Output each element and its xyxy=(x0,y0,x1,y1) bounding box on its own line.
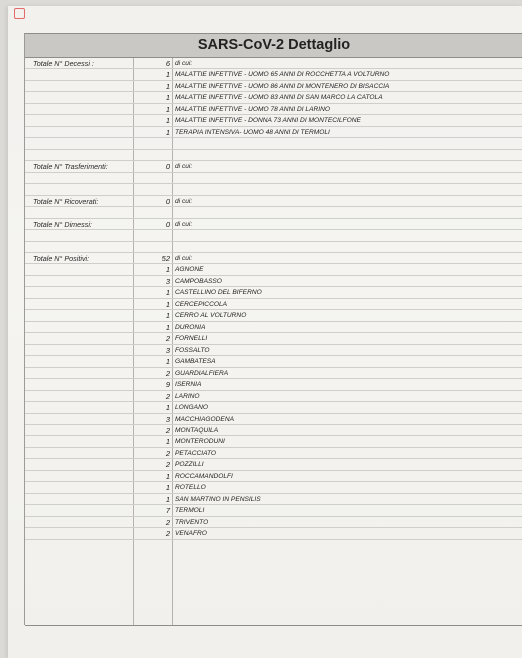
table-row xyxy=(25,505,522,516)
description-text: ISERNIA xyxy=(175,381,202,389)
empty-row xyxy=(25,242,522,253)
description-text: VENAFRO xyxy=(175,530,207,538)
description-text: FOSSALTO xyxy=(175,346,210,354)
count-value: 3 xyxy=(165,276,170,286)
description-text: di cui: xyxy=(175,220,193,228)
description-text: MALATTIE INFETTIVE - UOMO 83 ANNI DI SAN MARCO LA CATOLA xyxy=(175,94,383,102)
table-row xyxy=(25,494,522,505)
table-bottom-border xyxy=(25,625,522,626)
count-value: 1 xyxy=(165,93,170,103)
empty-row xyxy=(25,207,522,218)
count-value: 9 xyxy=(165,380,170,390)
count-value: 1 xyxy=(165,299,170,309)
count-value: 1 xyxy=(165,265,170,275)
table-row xyxy=(25,69,522,80)
table-row xyxy=(25,127,522,138)
description-text: CASTELLINO DEL BIFERNO xyxy=(175,289,262,297)
description-text: SAN MARTINO IN PENSILIS xyxy=(175,495,261,503)
table-row xyxy=(25,333,522,344)
table-row xyxy=(25,322,522,333)
description-text: AGNONE xyxy=(175,266,204,274)
section-row-trasferimenti xyxy=(25,161,522,172)
table-row xyxy=(25,471,522,482)
empty-row xyxy=(25,138,522,149)
description-text: GUARDIALFIERA xyxy=(175,369,229,377)
empty-row xyxy=(25,150,522,161)
description-text: CERCEPICCOLA xyxy=(175,300,228,308)
count-value: 1 xyxy=(165,127,170,137)
section-row-positivi xyxy=(25,253,522,264)
description-text: DURONIA xyxy=(175,323,206,331)
table-row xyxy=(25,310,522,321)
count-value: 2 xyxy=(165,368,170,378)
table-title: SARS-CoV-2 Dettaglio xyxy=(25,33,522,58)
description-text: CERRO AL VOLTURNO xyxy=(175,312,247,320)
description-text: ROCCAMANDOLFI xyxy=(175,472,233,480)
table-row xyxy=(25,402,522,413)
detail-table xyxy=(24,33,522,625)
count-value: 1 xyxy=(165,483,170,493)
table-row xyxy=(25,517,522,528)
table-row xyxy=(25,345,522,356)
section-label: Totale N° Decessi : xyxy=(33,59,94,68)
count-value: 1 xyxy=(165,70,170,80)
table-row xyxy=(25,299,522,310)
count-value: 2 xyxy=(165,448,170,458)
table-row xyxy=(25,104,522,115)
section-label: Totale N° Positivi: xyxy=(33,253,90,263)
table-row xyxy=(25,264,522,275)
description-text: LONGANO xyxy=(175,404,208,412)
count-value: 2 xyxy=(165,517,170,527)
empty-row xyxy=(25,173,522,184)
table-row xyxy=(25,436,522,447)
count-value: 52 xyxy=(161,253,170,263)
empty-row xyxy=(25,230,522,241)
description-text: ROTELLO xyxy=(175,484,206,492)
count-value: 1 xyxy=(165,322,170,332)
count-value: 0 xyxy=(165,196,170,206)
table-row xyxy=(25,276,522,287)
table-row xyxy=(25,92,522,103)
count-value: 1 xyxy=(165,437,170,447)
table-row xyxy=(25,287,522,298)
count-value: 1 xyxy=(165,494,170,504)
section-label: Totale N° Trasferimenti: xyxy=(33,162,108,172)
count-value: 1 xyxy=(165,403,170,413)
table-row xyxy=(25,528,522,539)
description-text: MONTAQUILA xyxy=(175,427,219,434)
empty-row xyxy=(25,184,522,195)
count-value: 0 xyxy=(165,219,170,229)
table-row xyxy=(25,368,522,379)
description-text: MALATTIE INFETTIVE - DONNA 73 ANNI DI MONTECILFONE xyxy=(175,117,361,125)
table-row xyxy=(25,356,522,367)
section-row-ricoverati xyxy=(25,196,522,207)
section-row-dimessi xyxy=(25,219,522,230)
count-value: 1 xyxy=(165,288,170,298)
description-text: POZZILLI xyxy=(175,461,204,469)
description-text: TRIVENTO xyxy=(175,518,209,526)
table-row xyxy=(25,425,522,436)
description-text: MACCHIAGODENA xyxy=(175,415,234,423)
count-value: 0 xyxy=(165,162,170,172)
count-value: 1 xyxy=(165,81,170,91)
description-text: di cui: xyxy=(175,163,193,171)
section-label: Totale N° Dimessi: xyxy=(33,219,92,229)
description-text: LARINO xyxy=(175,392,200,400)
description-text: FORNELLI xyxy=(175,335,208,343)
count-value: 2 xyxy=(165,460,170,470)
count-value: 3 xyxy=(165,414,170,424)
description-text: MALATTIE INFETTIVE - UOMO 86 ANNI DI MONTENERO DI BISACCIA xyxy=(175,82,390,90)
table-row xyxy=(25,482,522,493)
description-text: TERMOLI xyxy=(175,507,205,515)
count-value: 1 xyxy=(165,311,170,321)
count-value: 1 xyxy=(165,104,170,114)
count-value: 3 xyxy=(165,345,170,355)
description-text: di cui: xyxy=(175,254,193,262)
count-value: 2 xyxy=(165,426,170,435)
table-row xyxy=(25,448,522,459)
count-value: 2 xyxy=(165,391,170,401)
description-text: di cui: xyxy=(175,60,193,67)
table-body xyxy=(25,58,522,540)
count-value: 1 xyxy=(165,116,170,126)
section-label: Totale N° Ricoverati: xyxy=(33,196,99,206)
description-text: di cui: xyxy=(175,197,193,205)
table-row xyxy=(25,81,522,92)
description-text: CAMPOBASSO xyxy=(175,277,222,285)
count-value: 7 xyxy=(165,506,170,516)
table-row xyxy=(25,414,522,425)
table-row xyxy=(25,459,522,470)
description-text: PETACCIATO xyxy=(175,449,217,457)
description-text: MALATTIE INFETTIVE - UOMO 78 ANNI DI LARINO xyxy=(175,105,330,113)
count-value: 6 xyxy=(165,59,170,68)
description-text: GAMBATESA xyxy=(175,358,216,366)
count-value: 1 xyxy=(165,357,170,367)
count-value: 1 xyxy=(165,471,170,481)
table-row xyxy=(25,115,522,126)
description-text: MALATTIE INFETTIVE - UOMO 65 ANNI DI ROCCHETTA A VOLTURNO xyxy=(175,71,390,79)
description-text: MONTERODUNI xyxy=(175,438,225,446)
description-text: TERAPIA INTENSIVA- UOMO 48 ANNI DI TERMOLI xyxy=(175,128,330,136)
table-row xyxy=(25,379,522,390)
count-value: 2 xyxy=(165,529,170,539)
table-row xyxy=(25,391,522,402)
corner-mark-icon xyxy=(14,8,25,19)
section-row-decessi xyxy=(25,58,522,69)
count-value: 2 xyxy=(165,334,170,344)
